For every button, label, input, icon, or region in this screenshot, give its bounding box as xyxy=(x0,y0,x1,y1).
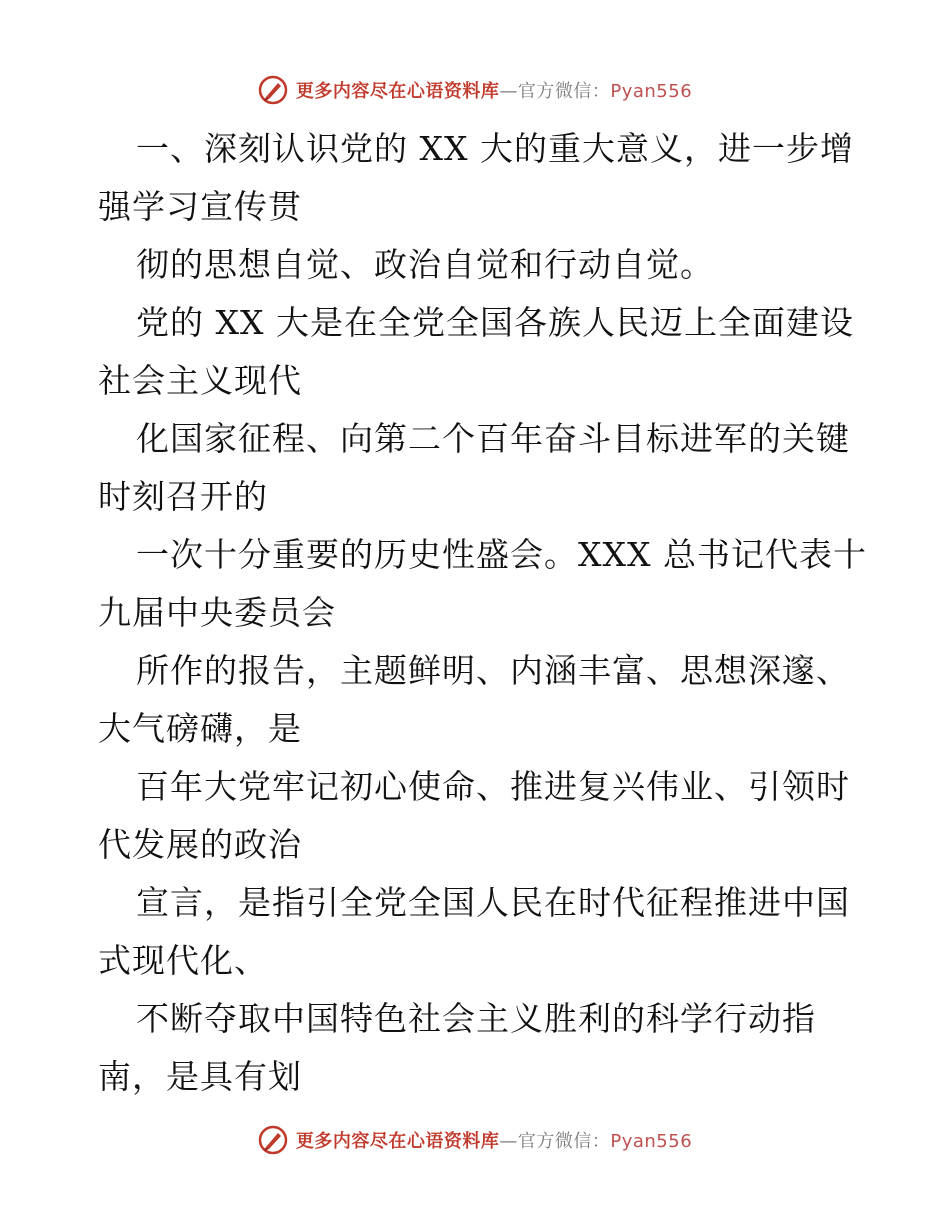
text-line: 百年大党牢记初心使命、推进复兴伟业、引领时 xyxy=(136,767,850,806)
header-banner-text xyxy=(296,77,692,103)
footer-banner-text xyxy=(296,1127,692,1153)
document-body xyxy=(98,120,867,1106)
text-line: 社会主义现代 xyxy=(98,361,302,400)
header-banner-part1: 更多内容尽在心语资料库 xyxy=(295,81,500,102)
text-line: 大气磅礴，是 xyxy=(98,709,302,748)
text-line: 一、深刻认识党的 XX 大的重大意义，进一步增 xyxy=(136,129,854,168)
text-line: 所作的报告，主题鲜明、内涵丰富、思想深邃、 xyxy=(136,651,850,690)
text-line: 强学习宣传贯 xyxy=(98,187,302,226)
text-line: 宣言，是指引全党全国人民在时代征程推进中国 xyxy=(136,883,850,922)
header-banner-part3: Pyan556 xyxy=(610,81,693,102)
text-line: 不断夺取中国特色社会主义胜利的科学行动指 xyxy=(136,999,816,1038)
footer-banner xyxy=(0,1120,950,1160)
footer-banner-part1: 更多内容尽在心语资料库 xyxy=(295,1131,500,1152)
text-line: 式现代化、 xyxy=(98,941,268,980)
header-banner-part2: —官方微信： xyxy=(499,81,611,102)
text-line: 化国家征程、向第二个百年奋斗目标进军的关键 xyxy=(136,419,850,458)
quill-logo-icon xyxy=(258,1125,288,1155)
text-line: 南，是具有划 xyxy=(98,1057,302,1096)
text-line: 党的 XX 大是在全党全国各族人民迈上全面建设 xyxy=(136,303,854,342)
quill-logo-icon xyxy=(258,75,288,105)
header-banner xyxy=(0,70,950,110)
text-line: 时刻召开的 xyxy=(98,477,268,516)
footer-banner-part2: —官方微信： xyxy=(499,1131,611,1152)
text-line: 代发展的政治 xyxy=(98,825,302,864)
text-line: 彻的思想自觉、政治自觉和行动自觉。 xyxy=(136,245,714,284)
text-line: 一次十分重要的历史性盛会。XXX 总书记代表十 xyxy=(136,535,867,574)
text-line: 九届中央委员会 xyxy=(98,593,336,632)
footer-banner-part3: Pyan556 xyxy=(610,1131,693,1152)
